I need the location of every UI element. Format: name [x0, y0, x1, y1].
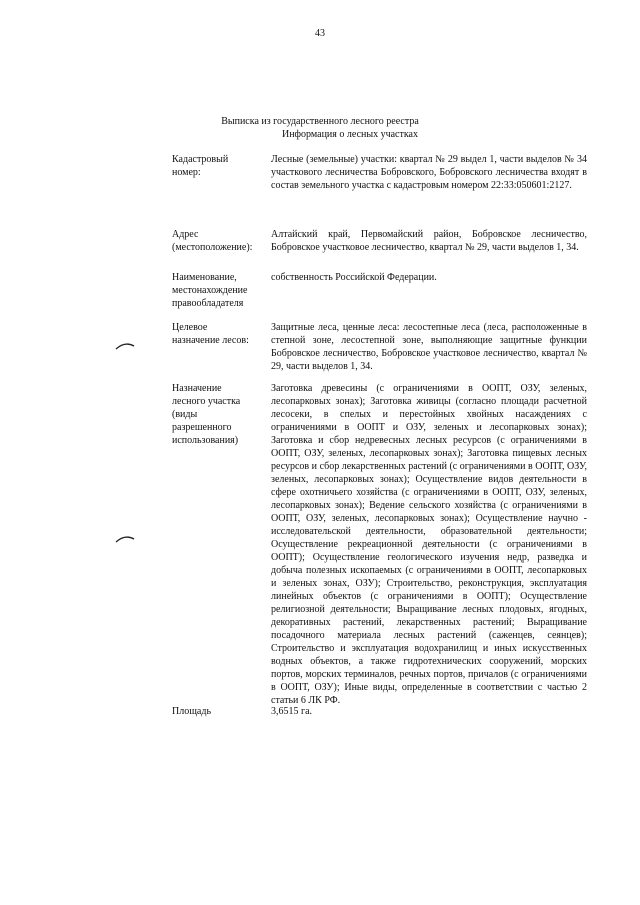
document-title-line-1: Выписка из государственного лесного реестра	[221, 116, 419, 127]
field-area	[172, 705, 592, 718]
field-label: Площадь	[172, 706, 211, 717]
document-title	[0, 115, 640, 141]
field-value: 3,6515 га.	[271, 706, 313, 717]
field-value: собственность Российской Федерации.	[271, 272, 437, 283]
field-permitted-use	[172, 382, 592, 707]
page-number: 43	[315, 28, 325, 39]
punch-hole-mark	[115, 535, 135, 543]
field-label: Адрес (местоположение):	[172, 229, 253, 253]
field-forest-purpose	[172, 321, 592, 373]
field-label: Целевое назначение лесов:	[172, 322, 249, 346]
field-address	[172, 228, 592, 254]
punch-hole-mark	[115, 342, 135, 350]
document-title-line-2: Информация о лесных участках	[281, 129, 418, 140]
field-label: Назначение лесного участка (виды разрешенного использования)	[172, 383, 241, 446]
field-label: Кадастровый номер:	[172, 154, 229, 178]
field-value: Лесные (земельные) участки: квартал № 29 выдел 1, части выделов № 34 участкового лесничества Бобровского, Бобровского лесничества входят в состав земельного участка с кадастровым номером 22:33:050601:2127.	[271, 154, 587, 191]
field-cadastral-number	[172, 153, 592, 192]
field-value: Заготовка древесины (с ограничениями в ООПТ, ОЗУ, зеленых, лесопарковых зонах); Заготовка живицы (согласно площади расчетной лесосеки, в спелых и перестойных хвойных насаждениях с ограничениями в ООПТ и ОЗУ, зеленых и лесопарковых зонах); Заготовка и сбор недревесных лесных ресурсов (с ограничениями в ООПТ, ОЗУ, зеленых, лесопарковых зонах); Заготовка пищевых лесных ресурсов и сбор лекарственных растений (с ограничениями в ООПТ, ОЗУ, зеленых, лесопарковых зонах); Осуществление видов деятельности в сфере охотничьего хозяйства (с ограничениями в ООПТ, ОЗУ, зеленых, лесопарковых зонах); Ведение сельского хозяйства (с ограничениями в ООПТ, ОЗУ, зеленых, лесопарковых зонах); Осуществление научно - исследовательской деятельности, образовательной деятельности; Осуществление рекреационной деятельности (с ограничениями в ООПТ); Осуществление геологического изучения недр, разведка и добыча полезных ископаемых (с ограничениями в ООПТ, лесопарковых и зеленых зонах, ОЗУ); Строительство, реконструкция, эксплуатация линейных объектов (с ограничениями в ООПТ); Осуществление религиозной деятельности; Выращивание лесных плодовых, ягодных, декоративных растений, лекарственных растений; Выращивание посадочного материала лесных растений (саженцев, сеянцев); Строительство и эксплуатация водохранилищ и иных искусственных водных объектов, а также гидротехнических сооружений, морских портов, морских терминалов, речных портов, причалов (с ограничениями в ООПТ, ОЗУ); Иные виды, определенные в соответствии с частью 2 статьи 6 ЛК РФ.	[271, 383, 587, 706]
field-value: Алтайский край, Первомайский район, Бобровское лесничество, Бобровское участковое лесничество, квартал № 29, части выделов 1, 34.	[271, 229, 587, 253]
field-label: Наименование, местонахождение правообладателя	[172, 272, 248, 309]
field-right-holder	[172, 271, 592, 309]
field-value: Защитные леса, ценные леса: лесостепные леса (леса, расположенные в степной зоне, лесостепной зоне, выполняющие защитные функции Бобровское лесничество, Бобровское участковое лесничество, квартал № 29, части выделов 1, 34.	[271, 322, 587, 372]
